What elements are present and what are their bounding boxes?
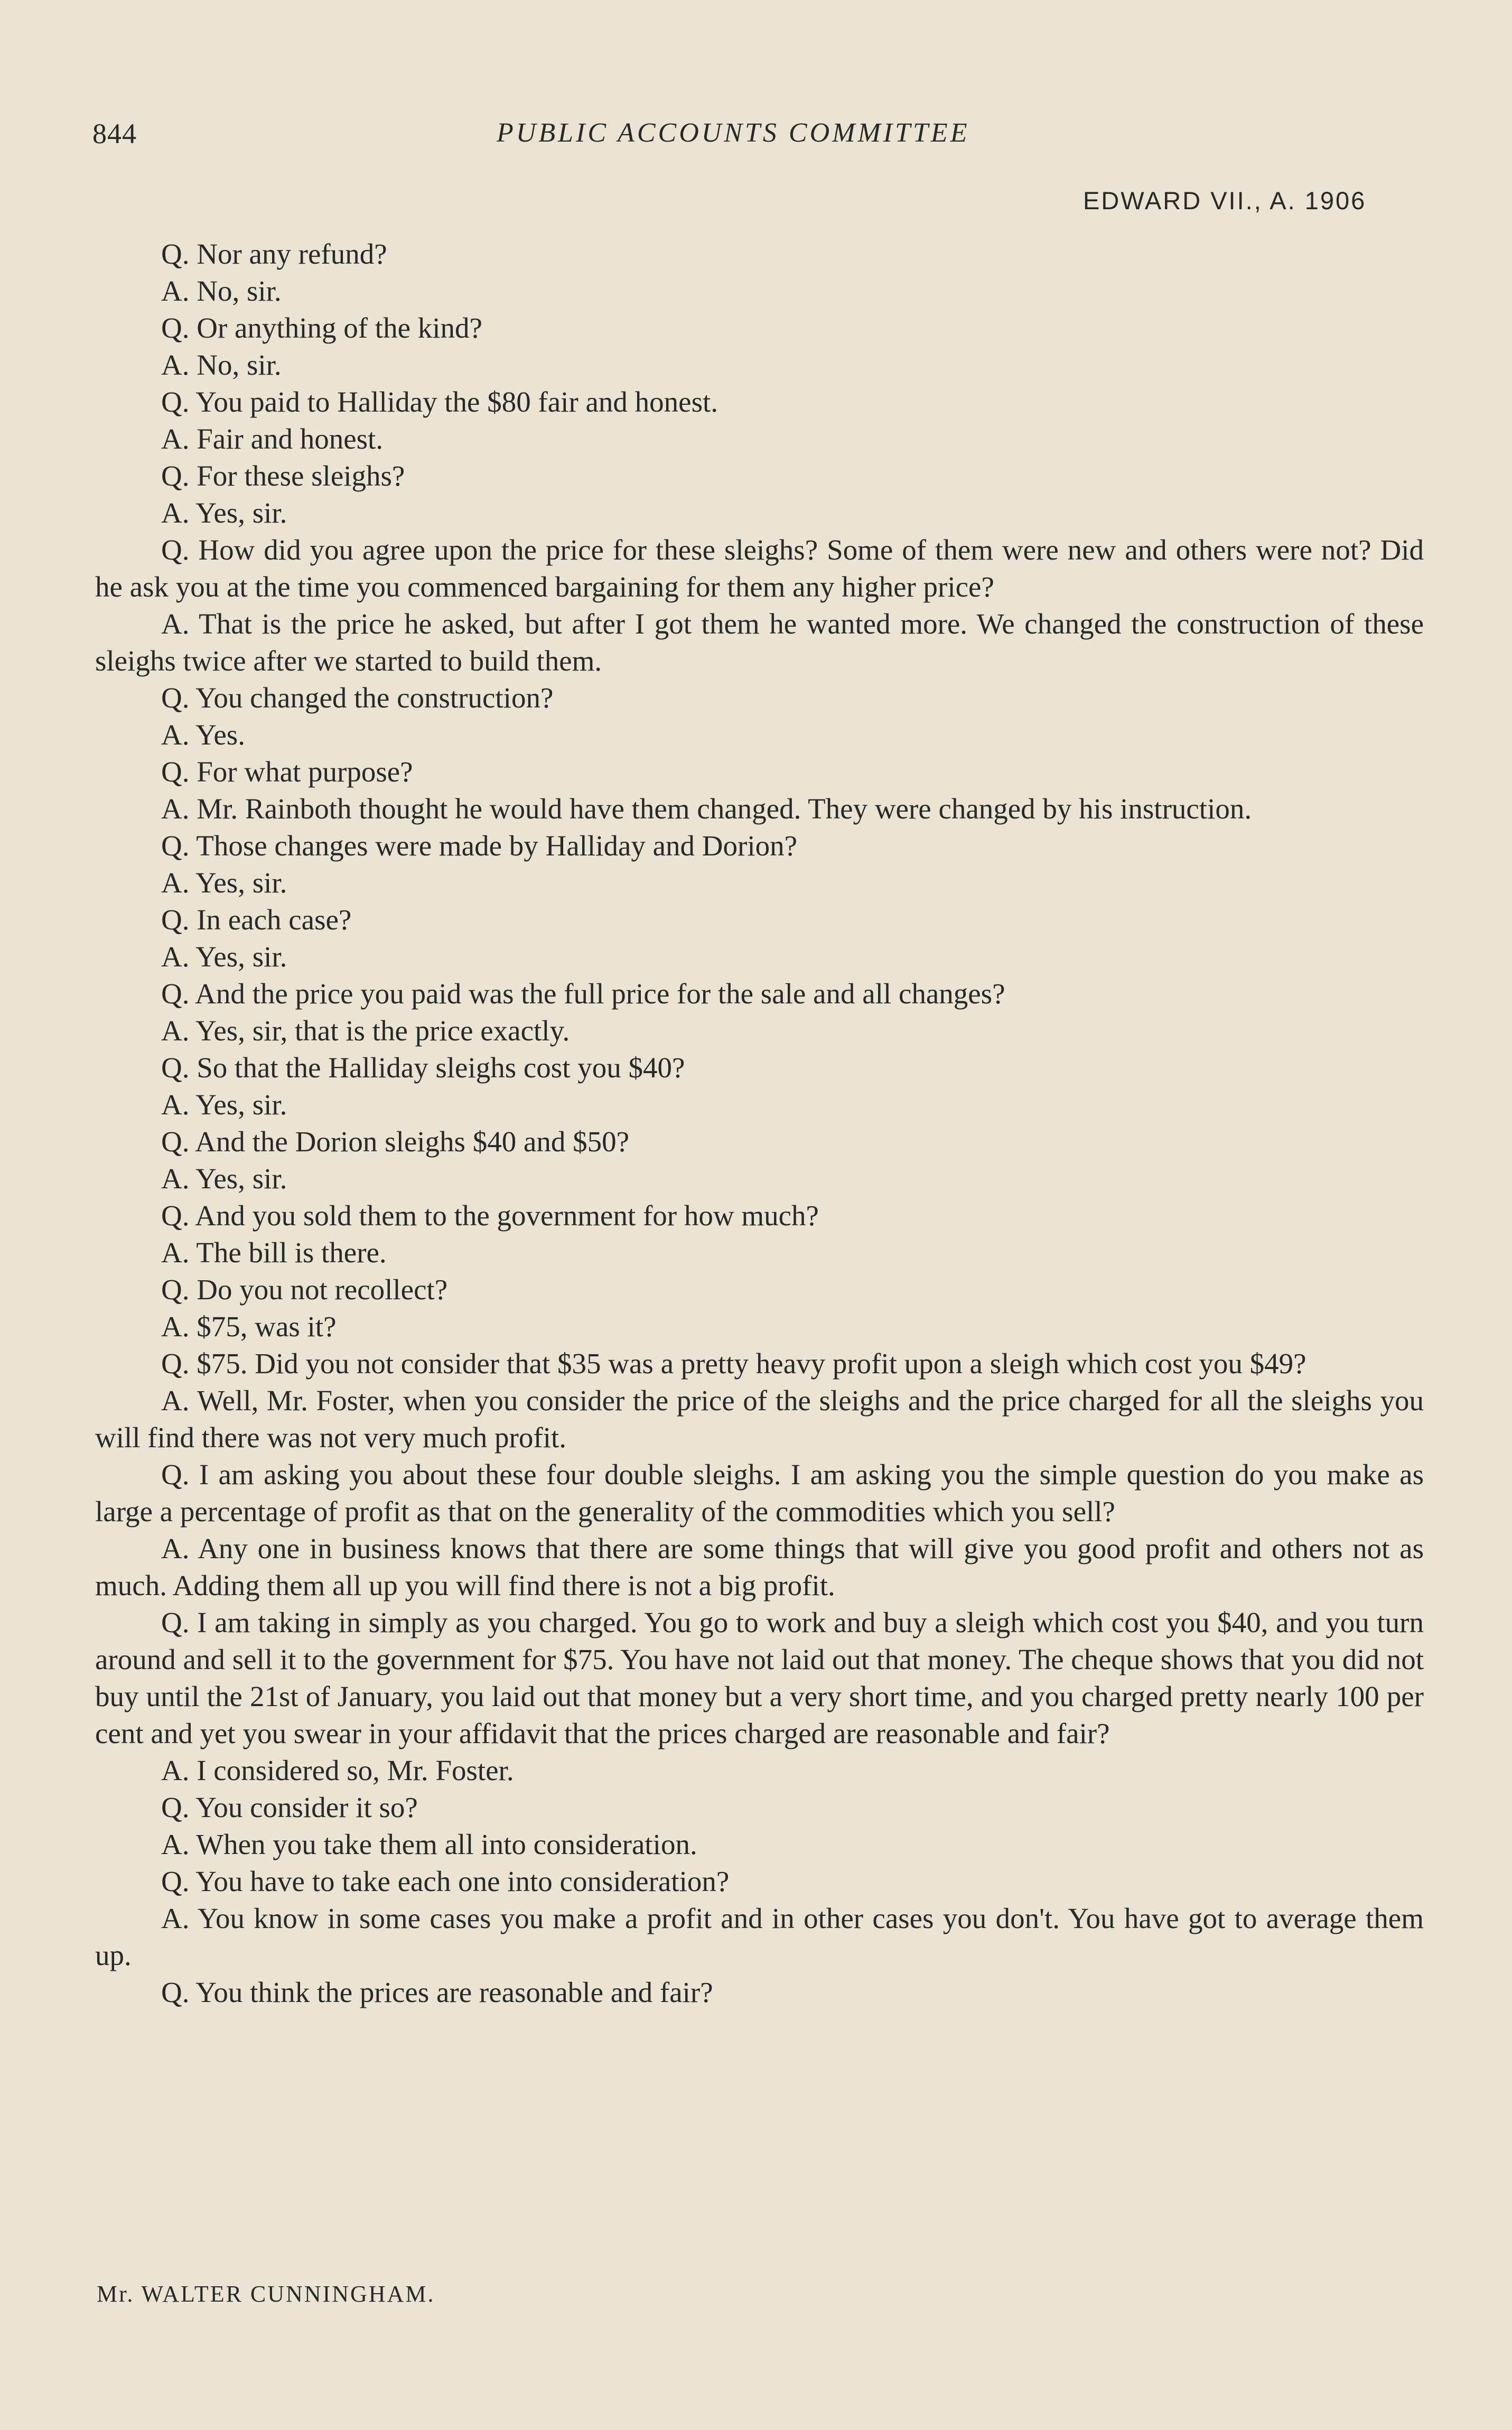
paragraph: Q. Those changes were made by Halliday and Dorion? (161, 830, 798, 862)
paragraph: Q. You think the prices are reasonable and fair? (161, 1976, 713, 2008)
paragraph: A. Yes, sir. (161, 497, 287, 529)
paragraph: Q. And the Dorion sleighs $40 and $50? (161, 1125, 630, 1158)
paragraph: Q. And the price you paid was the full price for the sale and all changes? (161, 977, 1005, 1010)
paragraph: A. Mr. Rainboth thought he would have them changed. They were changed by his instruction. (161, 793, 1252, 825)
paragraph: A. Well, Mr. Foster, when you consider the price of the sleighs and the price charged for all the sleighs you will find there was not very much profit. (95, 1384, 1424, 1454)
paragraph: Q. I am asking you about these four double sleighs. I am asking you the simple question do you make as large a percentage of profit as that on the generality of the commodities which you sell? (95, 1458, 1424, 1528)
paragraph: Q. You consider it so? (161, 1791, 418, 1823)
session-label: EDWARD VII., A. 1906 (1083, 187, 1367, 215)
testimony-body (95, 236, 1424, 2011)
paragraph: A. Yes. (161, 719, 245, 751)
paragraph: Q. Do you not recollect? (161, 1273, 448, 1306)
paragraph: A. Yes, sir. (161, 867, 287, 899)
paragraph: Q. And you sold them to the government for how much? (161, 1199, 819, 1232)
paragraph: Q. You changed the construction? (161, 682, 554, 714)
paragraph: Q. $75. Did you not consider that $35 was a pretty heavy profit upon a sleigh which cost you $49? (161, 1347, 1306, 1380)
paragraph: A. You know in some cases you make a profit and in other cases you don't. You have got to average them up. (95, 1902, 1424, 1971)
page-number: 844 (92, 118, 137, 150)
paragraph: Q. In each case? (161, 904, 352, 936)
paragraph: A. Yes, sir. (161, 1088, 287, 1121)
paragraph: A. That is the price he asked, but after I got them he wanted more. We changed the construction of these sleighs twice after we started to build them. (95, 608, 1424, 677)
witness-name: Mr. WALTER CUNNINGHAM. (97, 2281, 435, 2307)
paragraph: Q. For these sleighs? (161, 460, 405, 492)
paragraph: A. $75, was it? (161, 1310, 337, 1343)
paragraph: A. Any one in business knows that there are some things that will give you good profit and others not as much. Adding them all up you will find there is not a big profit. (95, 1532, 1424, 1602)
paragraph: Q. How did you agree upon the price for these sleighs? Some of them were new and others were not? Did he ask you at the time you commenced bargaining for them any higher price? (95, 534, 1424, 603)
running-title: PUBLIC ACCOUNTS COMMITTEE (497, 118, 970, 148)
paragraph: A. No, sir. (161, 275, 282, 307)
paragraph: A. Yes, sir. (161, 941, 287, 973)
paragraph: A. Yes, sir. (161, 1162, 287, 1195)
paragraph: A. When you take them all into consideration. (161, 1828, 697, 1860)
paragraph: Q. You have to take each one into consideration? (161, 1865, 730, 1897)
paragraph: A. The bill is there. (161, 1236, 387, 1269)
paragraph: A. Yes, sir, that is the price exactly. (161, 1014, 570, 1047)
paragraph: Q. Or anything of the kind? (161, 312, 482, 344)
paragraph: A. I considered so, Mr. Foster. (161, 1754, 514, 1786)
paragraph: Q. So that the Halliday sleighs cost you $40? (161, 1051, 685, 1084)
paragraph: A. Fair and honest. (161, 423, 384, 455)
paragraph: Q. I am taking in simply as you charged. You go to work and buy a sleigh which cost you $40, and you turn around and sell it to the government for $75. You have not laid out that money. The cheque shows that you did not buy until the 21st of January, you laid out that money but a very short time, and you charged pretty nearly 100 per cent and yet you swear in your affidavit that the prices charged are reasonable and fair? (95, 1606, 1424, 1749)
paragraph: Q. You paid to Halliday the $80 fair and honest. (161, 386, 718, 418)
paragraph: A. No, sir. (161, 349, 282, 381)
paragraph: Q. Nor any refund? (161, 238, 387, 270)
paragraph: Q. For what purpose? (161, 756, 413, 788)
